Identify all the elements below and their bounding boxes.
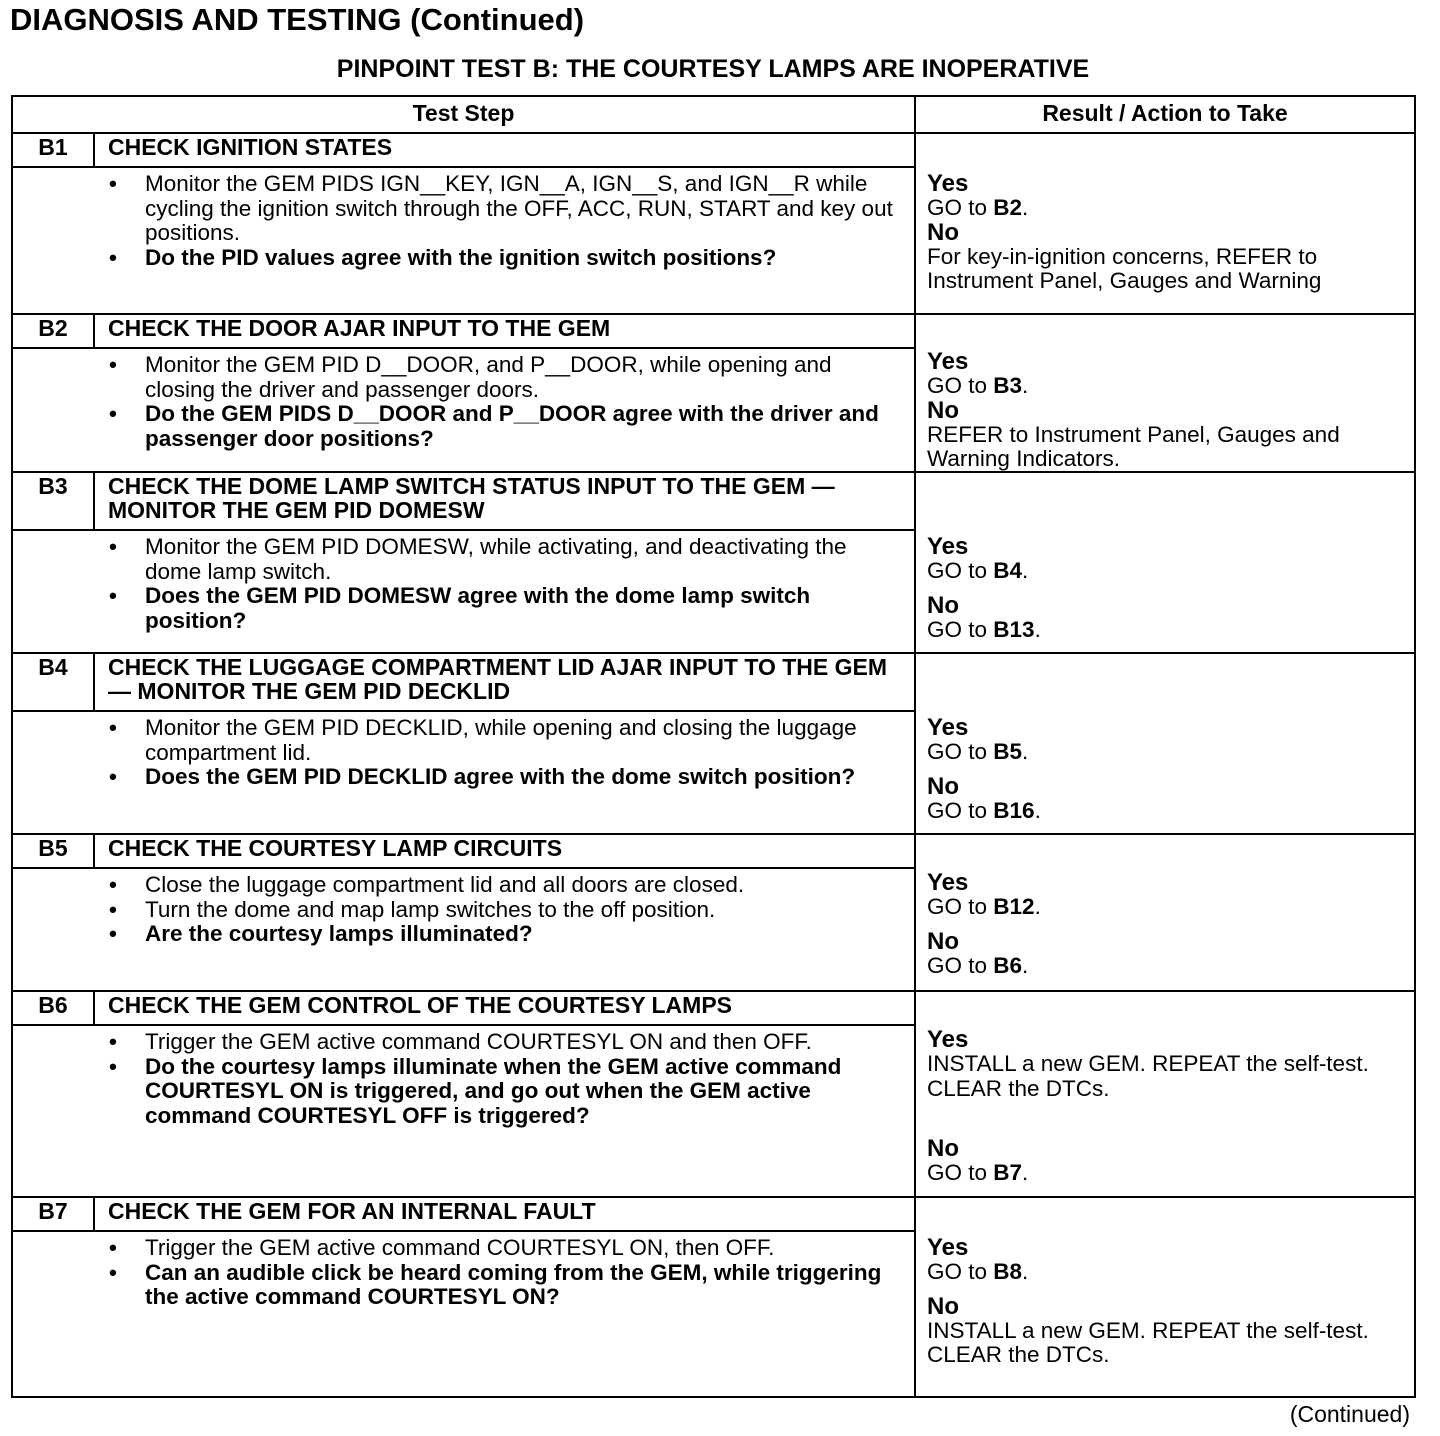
- step-row-b1: [13, 132, 1414, 315]
- yes-action: GO to B5.: [927, 739, 1029, 764]
- step-id: B3: [13, 471, 95, 529]
- step-title-row: [13, 132, 914, 168]
- step-title-row: [13, 990, 914, 1026]
- step-question: • Are the courtesy lamps illuminated?: [109, 921, 533, 946]
- step-bullet: • Turn the dome and map lamp switches to the off position.: [109, 896, 716, 922]
- step-title-row: [13, 652, 914, 712]
- step-id: B2: [13, 313, 95, 347]
- bullet-icon: •: [109, 896, 117, 922]
- test-step-column-header: Test Step: [412, 100, 515, 126]
- continued-note: (Continued): [1289, 1401, 1410, 1427]
- step-title-row: [13, 471, 914, 531]
- bullet-icon: •: [109, 1029, 117, 1054]
- step-id: B6: [13, 990, 95, 1024]
- result-cell: [927, 1028, 1397, 1186]
- step-id: B4: [13, 652, 95, 710]
- yes-label: Yes: [927, 170, 969, 197]
- step-id: B7: [13, 1196, 95, 1230]
- step-bullet: • Trigger the GEM active command COURTESYL ON, then OFF.: [109, 1235, 775, 1260]
- step-question: • Can an audible click be heard coming from the GEM, while triggering the active command COURTESYL ON?: [109, 1259, 882, 1309]
- no-action: GO to B6.: [927, 952, 1029, 978]
- no-label: No: [927, 927, 959, 955]
- yes-action: GO to B12.: [927, 894, 1041, 919]
- yes-label: Yes: [927, 869, 969, 896]
- step-bullet-list: [107, 535, 897, 633]
- no-label: No: [927, 396, 959, 424]
- step-row-b2: [13, 313, 1414, 473]
- bullet-icon: •: [109, 715, 117, 740]
- no-action: GO to B7.: [927, 1160, 1029, 1185]
- yes-label: Yes: [927, 1234, 969, 1261]
- result-cell: [927, 871, 1397, 978]
- bullet-icon: •: [109, 1235, 117, 1260]
- bullet-icon: •: [109, 583, 117, 608]
- step-bullet: • Monitor the GEM PID DOMESW, while activating, and deactivating the dome lamp switch.: [109, 534, 847, 584]
- step-bullet-list: [107, 353, 897, 451]
- step-bullet: • Monitor the GEM PID DECKLID, while opening and closing the luggage compartment lid.: [109, 715, 857, 765]
- step-bullet-list: [107, 1236, 897, 1310]
- step-title-row: [13, 1196, 914, 1232]
- step-question: • Does the GEM PID DECKLID agree with the dome switch position?: [109, 764, 856, 789]
- step-title: CHECK THE DOOR AJAR INPUT TO THE GEM: [108, 315, 611, 341]
- step-bullet-list: [107, 172, 897, 270]
- no-action: For key-in-ignition concerns, REFER to Instrument Panel, Gauges and Warning: [927, 243, 1322, 293]
- no-label: No: [927, 591, 959, 619]
- pinpoint-test-title: PINPOINT TEST B: THE COURTESY LAMPS ARE INOPERATIVE: [336, 55, 1090, 83]
- step-id: B5: [13, 833, 95, 867]
- yes-label: Yes: [927, 1026, 969, 1053]
- result-cell: [927, 172, 1397, 294]
- step-title: CHECK IGNITION STATES: [108, 134, 393, 160]
- yes-action: GO to B3.: [927, 373, 1029, 398]
- step-title: CHECK THE DOME LAMP SWITCH STATUS INPUT TO THE GEM — MONITOR THE GEM PID DOMESW: [108, 473, 835, 523]
- no-label: No: [927, 1135, 959, 1162]
- no-label: No: [927, 772, 959, 800]
- step-row-b5: [13, 833, 1414, 992]
- step-question: • Do the courtesy lamps illuminate when the GEM active command COURTESYL ON is triggered, and go out when the GEM active command COURTESYL OFF is triggered?: [109, 1053, 842, 1128]
- step-row-b4: [13, 652, 1414, 835]
- step-title: CHECK THE GEM FOR AN INTERNAL FAULT: [108, 1198, 596, 1224]
- step-title: CHECK THE LUGGAGE COMPARTMENT LID AJAR INPUT TO THE GEM — MONITOR THE GEM PID DECKLID: [108, 654, 888, 704]
- step-bullet-list: [107, 873, 897, 947]
- result-cell: [927, 716, 1397, 823]
- step-row-b7: [13, 1196, 1414, 1396]
- step-question: • Does the GEM PID DOMESW agree with the dome lamp switch position?: [109, 583, 811, 633]
- step-title: CHECK THE COURTESY LAMP CIRCUITS: [108, 835, 563, 861]
- result-column-header: Result / Action to Take: [1042, 100, 1288, 126]
- no-action: GO to B13.: [927, 616, 1041, 642]
- step-title: CHECK THE GEM CONTROL OF THE COURTESY LAMPS: [108, 992, 733, 1018]
- step-bullet-list: [107, 1030, 897, 1128]
- result-cell: [927, 535, 1397, 642]
- step-question: • Do the PID values agree with the ignition switch positions?: [109, 244, 777, 270]
- yes-action: INSTALL a new GEM. REPEAT the self-test. CLEAR the DTCs.: [927, 1051, 1369, 1101]
- step-row-b3: [13, 471, 1414, 654]
- step-bullet: • Close the luggage compartment lid and all doors are closed.: [109, 872, 745, 897]
- bullet-icon: •: [109, 1053, 117, 1079]
- step-bullet-list: [107, 716, 897, 790]
- no-label: No: [927, 1292, 959, 1320]
- table-header-row: [13, 97, 1414, 134]
- yes-action: GO to B4.: [927, 558, 1029, 583]
- no-label: No: [927, 218, 959, 246]
- yes-label: Yes: [927, 714, 969, 741]
- no-action: INSTALL a new GEM. REPEAT the self-test. CLEAR the DTCs.: [927, 1317, 1369, 1367]
- step-bullet: • Monitor the GEM PIDS IGN__KEY, IGN__A, IGN__S, and IGN__R while cycling the ignition switch through the OFF, ACC, RUN, START and key out positions.: [109, 171, 893, 245]
- bullet-icon: •: [109, 1259, 117, 1285]
- step-bullet: • Trigger the GEM active command COURTESYL ON and then OFF.: [109, 1029, 812, 1054]
- no-action: REFER to Instrument Panel, Gauges and Warning Indicators.: [927, 421, 1340, 471]
- step-row-b6: [13, 990, 1414, 1198]
- result-cell: [927, 350, 1397, 472]
- bullet-icon: •: [109, 352, 117, 377]
- step-id: B1: [13, 132, 95, 166]
- step-bullet: • Monitor the GEM PID D__DOOR, and P__DOOR, while opening and closing the driver and passenger doors.: [109, 352, 832, 402]
- step-title-row: [13, 313, 914, 349]
- no-action: GO to B16.: [927, 797, 1041, 823]
- bullet-icon: •: [109, 534, 117, 559]
- yes-label: Yes: [927, 348, 969, 375]
- yes-action: GO to B2.: [927, 195, 1029, 220]
- page-heading: DIAGNOSIS AND TESTING (Continued): [10, 2, 585, 37]
- bullet-icon: •: [109, 171, 117, 196]
- yes-action: GO to B8.: [927, 1259, 1029, 1284]
- result-cell: [927, 1236, 1397, 1368]
- bullet-icon: •: [109, 401, 117, 426]
- bullet-icon: •: [109, 872, 117, 897]
- step-question: • Do the GEM PIDS D__DOOR and P__DOOR agree with the driver and passenger door positions?: [109, 401, 879, 451]
- step-title-row: [13, 833, 914, 869]
- bullet-icon: •: [109, 921, 117, 946]
- bullet-icon: •: [109, 244, 117, 270]
- yes-label: Yes: [927, 533, 969, 560]
- bullet-icon: •: [109, 764, 117, 789]
- pinpoint-test-table: [11, 95, 1416, 1398]
